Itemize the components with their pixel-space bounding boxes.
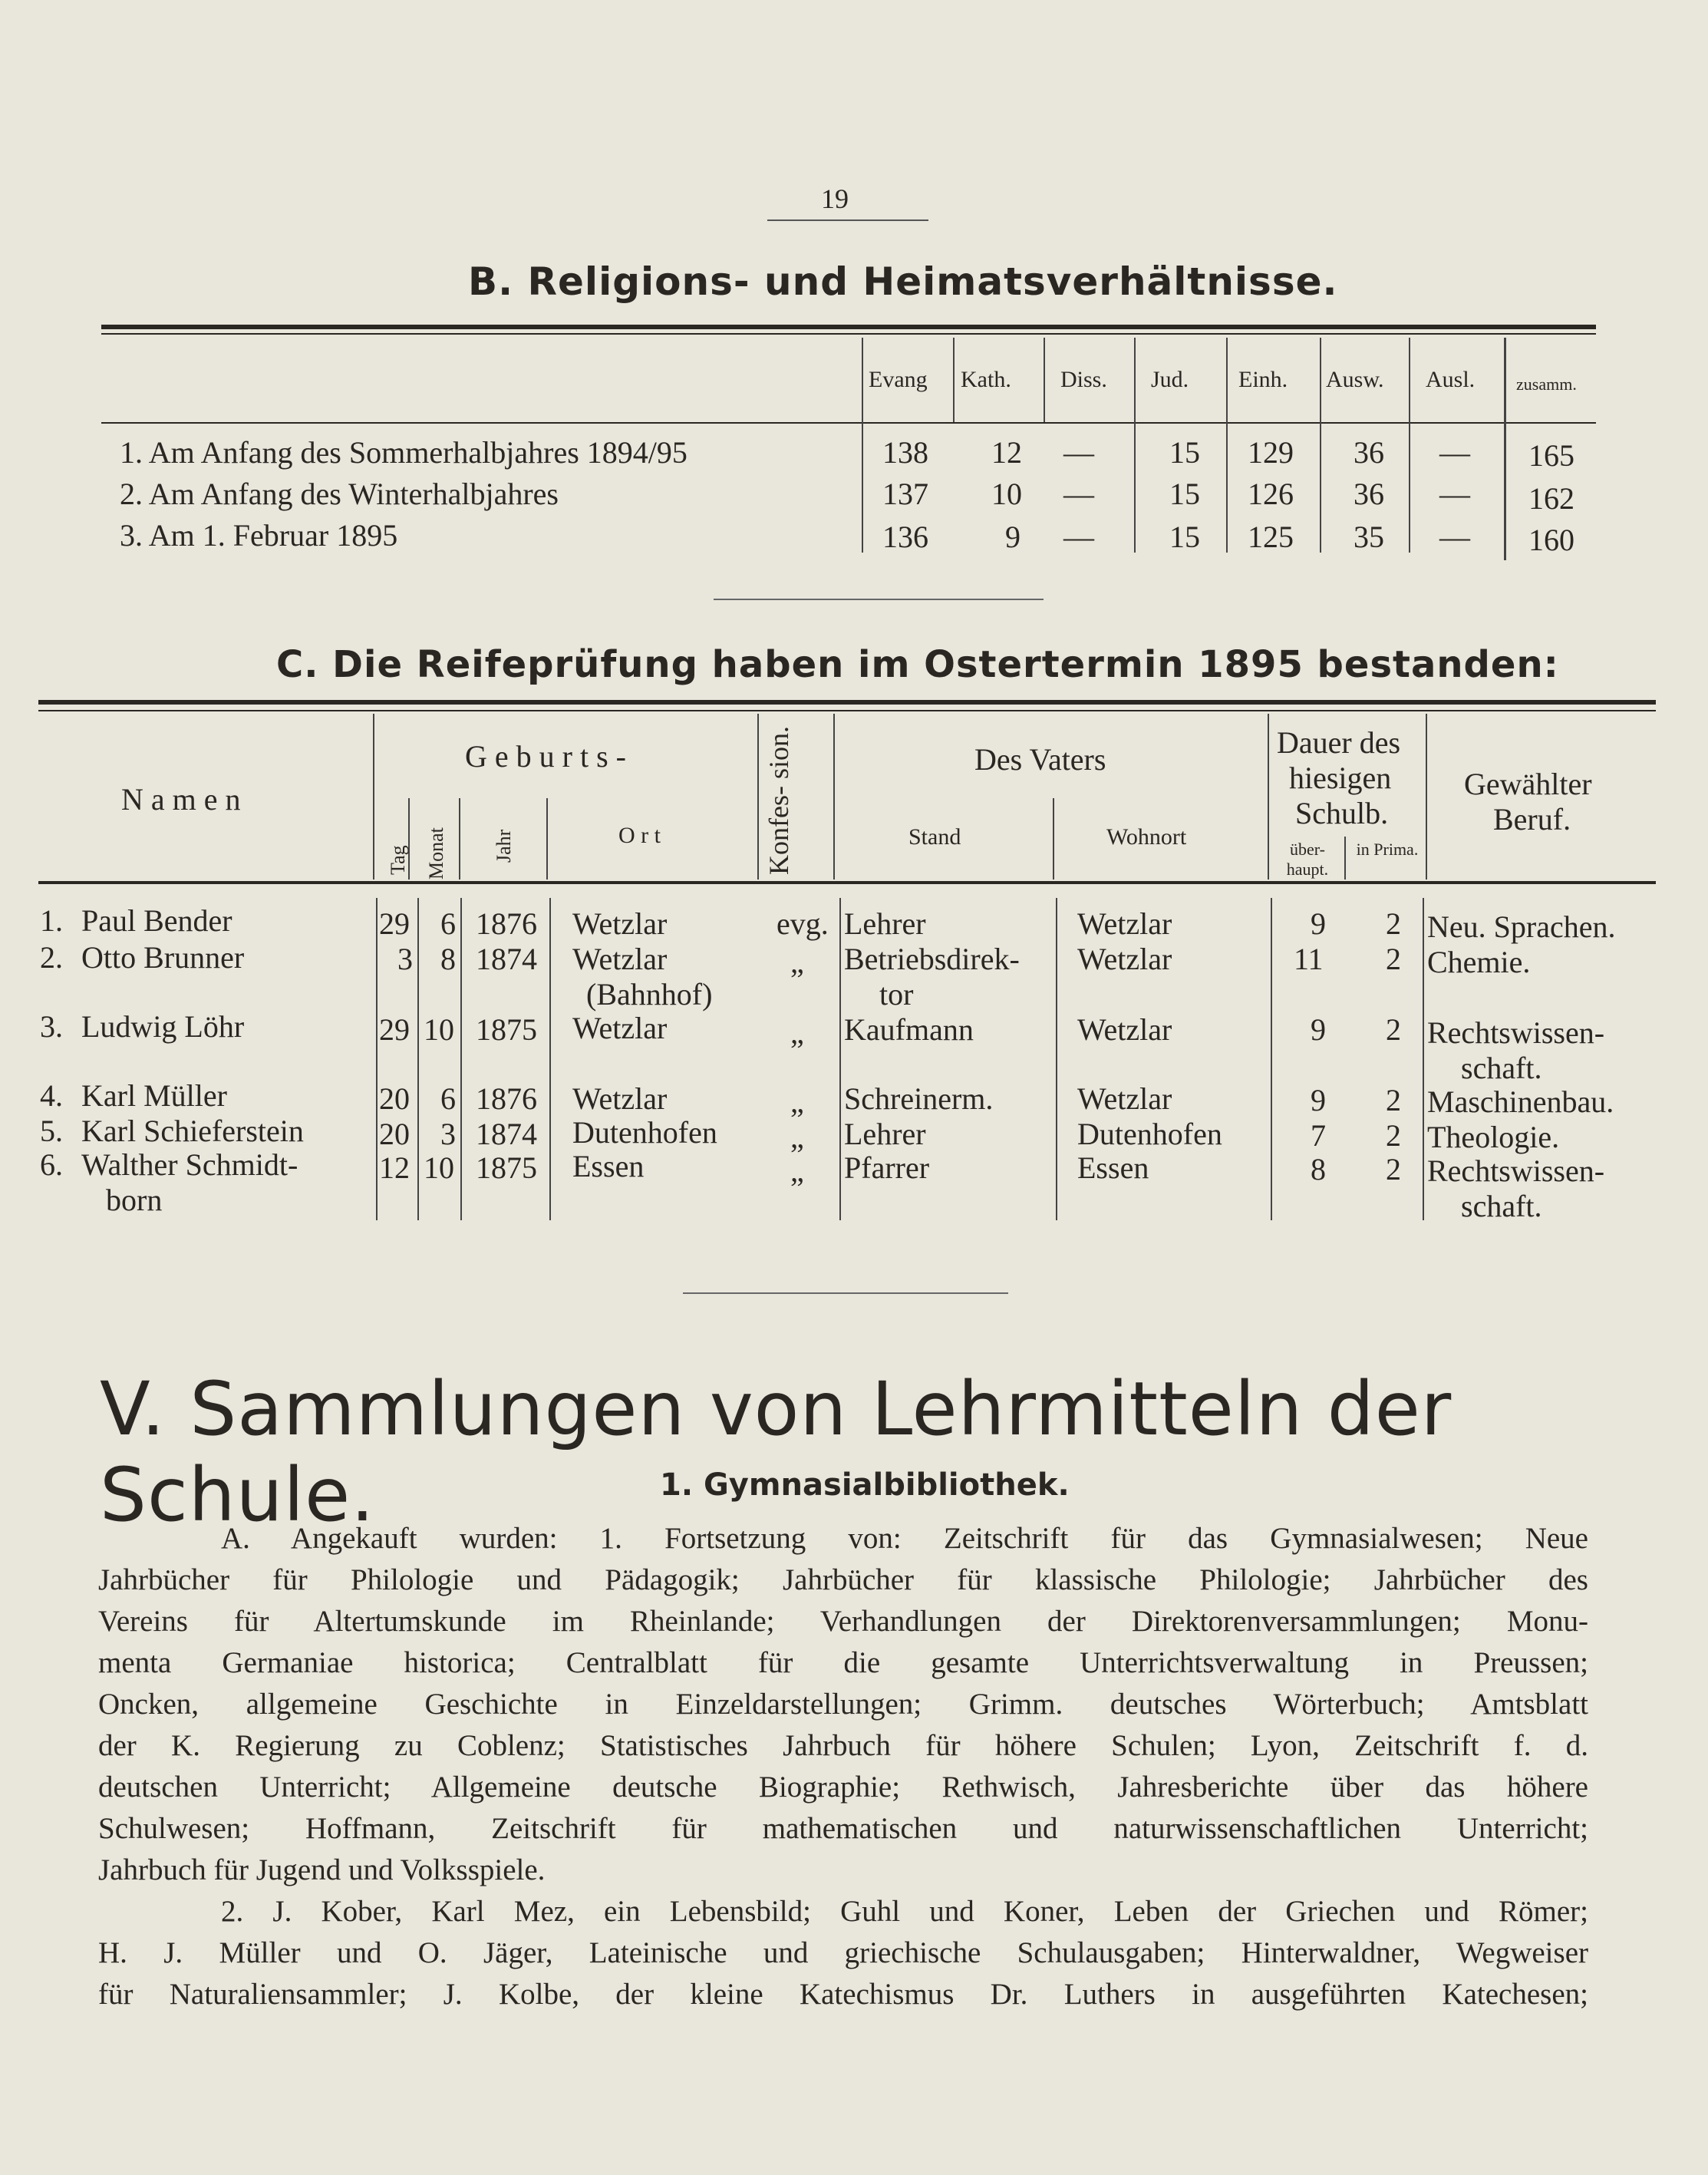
col-sep <box>1053 798 1054 880</box>
row-monat: 8 <box>440 942 456 976</box>
section-c-top-rule-thin <box>38 710 1656 711</box>
row-ueberhaupt: 11 <box>1294 942 1324 976</box>
row-monat: 6 <box>440 1081 456 1116</box>
cell: 36 <box>1354 435 1384 470</box>
section-separator <box>714 599 1044 600</box>
header-namen: N a m e n <box>121 782 241 817</box>
text-line: deutschen Unterricht; Allgemeine deutsche Biographie; Rethwisch, Jahresberichte über das höhere <box>98 1771 1588 1804</box>
col-sep <box>373 714 374 880</box>
col-header: zusamm. <box>1516 375 1577 394</box>
col-sep <box>862 338 863 553</box>
row-beruf-line2: schaft. <box>1461 1051 1542 1085</box>
row-nr: 1. <box>40 903 63 938</box>
row-wohnort: Essen <box>1077 1150 1149 1185</box>
row-stand: Lehrer <box>844 1117 926 1151</box>
row-wohnort: Wetzlar <box>1077 1081 1172 1116</box>
header-des-vaters: Des Vaters <box>974 742 1106 777</box>
col-sep <box>417 898 419 1220</box>
row-label: 1. Am Anfang des Sommerhalbjahres 1894/95 <box>120 435 687 470</box>
col-sep <box>1268 714 1269 880</box>
row-beruf: Rechtswissen- <box>1427 1154 1605 1188</box>
cell: 15 <box>1169 520 1200 554</box>
col-sep <box>757 714 759 880</box>
text-line: H. J. Müller und O. Jäger, Lateinische und griechische Schulausgaben; Hinterwaldner, Wegweiser <box>98 1936 1588 1969</box>
col-sep <box>953 338 955 422</box>
header-dauer-line3: Schulb. <box>1295 796 1389 830</box>
row-beruf: Maschinenbau. <box>1427 1084 1614 1119</box>
col-header: Diss. <box>1060 367 1107 392</box>
row-name: Paul Bender <box>81 903 232 938</box>
chapter-title: V. Sammlungen von Lehrmitteln der Schule. <box>100 1366 1452 1538</box>
cell: — <box>1439 477 1470 511</box>
col-sep <box>1056 898 1057 1220</box>
row-beruf: Chemie. <box>1427 945 1531 979</box>
col-header: Einh. <box>1238 367 1288 392</box>
row-monat: 10 <box>424 1012 454 1047</box>
col-sep <box>376 898 378 1220</box>
row-jahr: 1875 <box>476 1150 537 1185</box>
row-konfession: „ <box>790 1084 804 1119</box>
cell: 15 <box>1169 477 1200 511</box>
header-ueberhaupt: über- haupt. <box>1286 840 1329 879</box>
row-name: Ludwig Löhr <box>81 1009 245 1044</box>
row-ort: Wetzlar <box>572 906 668 941</box>
cell: 10 <box>991 477 1022 511</box>
text-line: der K. Regierung zu Coblenz; Statistisches Jahrbuch für höhere Schulen; Lyon, Zeitschrift f. d. <box>98 1729 1588 1762</box>
row-nr: 6. <box>40 1147 63 1182</box>
header-jahr: Jahr <box>493 829 515 863</box>
cell: 138 <box>882 435 928 470</box>
col-sep <box>1134 338 1136 553</box>
section-b-header-rule <box>101 422 1596 424</box>
section-c-title: C. Die Reifeprüfung haben im Ostertermin 1895 bestanden: <box>276 643 1559 686</box>
row-stand: Kaufmann <box>844 1012 974 1047</box>
row-beruf: Theologie. <box>1427 1120 1560 1154</box>
col-sep <box>549 898 551 1220</box>
section-b-top-rule <box>101 325 1596 329</box>
header-dauer-line1: Dauer des <box>1277 725 1401 760</box>
text-line: menta Germaniae historica; Centralblatt für die gesamte Unterrichtsverwaltung in Preussen; <box>98 1646 1588 1679</box>
row-konfession: „ <box>790 1120 804 1154</box>
page-number-rule <box>767 219 928 221</box>
row-label: 3. Am 1. Februar 1895 <box>120 518 398 553</box>
col-header: Jud. <box>1151 367 1189 392</box>
row-jahr: 1874 <box>476 942 537 976</box>
col-sep <box>1320 338 1321 553</box>
cell-total: 165 <box>1528 438 1574 473</box>
row-beruf: Rechtswissen- <box>1427 1015 1605 1050</box>
cell: 9 <box>1005 520 1021 554</box>
row-jahr: 1876 <box>476 1081 537 1116</box>
row-jahr: 1875 <box>476 1012 537 1047</box>
subsection-title: 1. Gymnasialbibliothek. <box>660 1467 1070 1503</box>
section-c-top-rule <box>38 700 1656 705</box>
row-name: Walther Schmidt- <box>81 1147 298 1182</box>
cell: 129 <box>1248 435 1294 470</box>
section-separator <box>683 1292 1008 1294</box>
row-prima: 2 <box>1386 1152 1401 1187</box>
row-wohnort: Wetzlar <box>1077 906 1172 941</box>
row-ort: Dutenhofen <box>572 1115 717 1150</box>
text-line: Jahrbuch für Jugend und Volksspiele. <box>98 1853 546 1886</box>
header-tag: Tag <box>387 845 409 875</box>
text-line: Jahrbücher für Philologie und Pädagogik; Jahrbücher für klassische Philologie; Jahrbücher des <box>98 1563 1588 1596</box>
row-stand: Schreinerm. <box>844 1081 994 1116</box>
row-prima: 2 <box>1386 1118 1401 1153</box>
text-line: Schulwesen; Hoffmann, Zeitschrift für mathematischen und naturwissenschaftlichen Unterricht; <box>98 1812 1588 1845</box>
row-ueberhaupt: 7 <box>1311 1118 1326 1153</box>
row-prima: 2 <box>1386 942 1401 976</box>
col-sep <box>1271 898 1272 1220</box>
row-label: 2. Am Anfang des Winterhalbjahres <box>120 477 559 511</box>
section-b-title: B. Religions- und Heimatsverhältnisse. <box>468 259 1338 304</box>
row-ort: Essen <box>572 1149 645 1183</box>
cell: — <box>1063 435 1094 470</box>
row-konfession: „ <box>790 945 804 979</box>
row-konfession: „ <box>790 1154 804 1188</box>
cell: 35 <box>1354 520 1384 554</box>
cell: 125 <box>1248 520 1294 554</box>
row-prima: 2 <box>1386 1083 1401 1117</box>
row-wohnort: Dutenhofen <box>1077 1117 1222 1151</box>
text-line: Oncken, allgemeine Geschichte in Einzeldarstellungen; Grimm. deutsches Wörterbuch; Amtsblatt <box>98 1688 1588 1721</box>
row-nr: 3. <box>40 1009 63 1044</box>
header-beruf-line2: Beruf. <box>1493 802 1571 837</box>
cell: 36 <box>1354 477 1384 511</box>
row-konfession: evg. <box>777 906 829 941</box>
row-jahr: 1874 <box>476 1117 537 1151</box>
row-tag: 20 <box>379 1117 410 1151</box>
row-ueberhaupt: 9 <box>1311 1083 1326 1117</box>
row-konfession: „ <box>790 1015 804 1050</box>
row-name: Karl Schieferstein <box>81 1114 304 1148</box>
paragraph-1 <box>98 1518 1588 1891</box>
col-header: Ausl. <box>1426 367 1476 392</box>
cell-total: 160 <box>1528 523 1574 557</box>
col-header: Evang <box>869 367 928 392</box>
row-stand: Lehrer <box>844 906 926 941</box>
row-tag: 29 <box>379 1012 410 1047</box>
row-stand: Betriebsdirek- <box>844 942 1020 976</box>
section-b-top-rule-thin <box>101 333 1596 335</box>
text-line: 2. J. Kober, Karl Mez, ein Lebensbild; Guhl und Koner, Leben der Griechen und Römer; <box>221 1895 1588 1928</box>
cell: — <box>1439 520 1470 554</box>
row-name: Karl Müller <box>81 1078 227 1113</box>
row-stand-line2: tor <box>879 977 914 1012</box>
cell: 136 <box>882 520 928 554</box>
col-sep <box>1344 837 1346 880</box>
col-sep <box>1426 714 1427 880</box>
col-sep <box>1226 338 1228 553</box>
row-ueberhaupt: 9 <box>1311 1012 1326 1047</box>
col-sep <box>459 798 460 880</box>
header-stand: Stand <box>908 824 961 850</box>
row-monat: 6 <box>440 906 456 941</box>
col-sep <box>839 898 841 1220</box>
header-beruf-line1: Gewählter <box>1464 767 1592 801</box>
row-ort: Wetzlar <box>572 1081 668 1116</box>
row-ueberhaupt: 9 <box>1311 906 1326 941</box>
header-konfession: Konfes- sion. <box>763 726 794 875</box>
row-tag: 29 <box>379 906 410 941</box>
row-ort: Wetzlar <box>572 1011 668 1045</box>
cell: 137 <box>882 477 928 511</box>
cell: — <box>1439 435 1470 470</box>
row-beruf-line2: schaft. <box>1461 1189 1542 1223</box>
col-sep <box>460 898 462 1220</box>
cell-total: 162 <box>1528 481 1574 516</box>
header-dauer-line2: hiesigen <box>1289 761 1392 795</box>
row-name: Otto Brunner <box>81 940 245 975</box>
row-nr: 5. <box>40 1114 63 1148</box>
section-c-header-rule <box>38 881 1656 884</box>
row-monat: 3 <box>440 1117 456 1151</box>
row-monat: 10 <box>424 1150 454 1185</box>
cell: — <box>1063 477 1094 511</box>
page-number: 19 <box>821 183 849 214</box>
col-sep <box>1423 898 1424 1220</box>
row-stand: Pfarrer <box>844 1150 930 1185</box>
col-header: Ausw. <box>1326 367 1384 392</box>
col-sep <box>546 798 548 880</box>
cell: 15 <box>1169 435 1200 470</box>
text-line: A. Angekauft wurden: 1. Fortsetzung von: Zeitschrift für das Gymnasialwesen; Neue <box>221 1522 1588 1555</box>
row-beruf: Neu. Sprachen. <box>1427 909 1616 944</box>
row-tag: 3 <box>397 942 413 976</box>
cell: 126 <box>1248 477 1294 511</box>
header-in-prima: in Prima. <box>1356 840 1419 859</box>
row-wohnort: Wetzlar <box>1077 1012 1172 1047</box>
row-tag: 12 <box>379 1150 410 1185</box>
row-name-line2: born <box>106 1183 163 1217</box>
col-header: Kath. <box>961 367 1011 392</box>
row-prima: 2 <box>1386 906 1401 941</box>
row-nr: 2. <box>40 940 63 975</box>
row-tag: 20 <box>379 1081 410 1116</box>
row-nr: 4. <box>40 1078 63 1113</box>
row-ueberhaupt: 8 <box>1311 1152 1326 1187</box>
cell: — <box>1063 520 1094 554</box>
header-wohnort: Wohnort <box>1106 824 1187 850</box>
row-ort-line2: (Bahnhof) <box>586 977 713 1012</box>
header-geburts: G e b u r t s - <box>465 739 626 774</box>
row-ort: Wetzlar <box>572 942 668 976</box>
paragraph-2 <box>98 1891 1588 2015</box>
row-jahr: 1876 <box>476 906 537 941</box>
text-line: für Naturaliensammler; J. Kolbe, der kleine Katechismus Dr. Luthers in ausgeführten Katechesen; <box>98 1978 1588 2011</box>
header-monat: Monat <box>425 827 447 880</box>
col-sep-total <box>1504 338 1506 560</box>
cell: 12 <box>991 435 1022 470</box>
text-line: Vereins für Altertumskunde im Rheinlande; Verhandlungen der Direktorenversammlungen; Monu- <box>98 1605 1588 1638</box>
col-sep <box>1044 338 1045 422</box>
row-prima: 2 <box>1386 1012 1401 1047</box>
row-wohnort: Wetzlar <box>1077 942 1172 976</box>
header-ort: O r t <box>618 823 661 848</box>
col-sep <box>833 714 835 880</box>
col-sep <box>1409 338 1410 553</box>
